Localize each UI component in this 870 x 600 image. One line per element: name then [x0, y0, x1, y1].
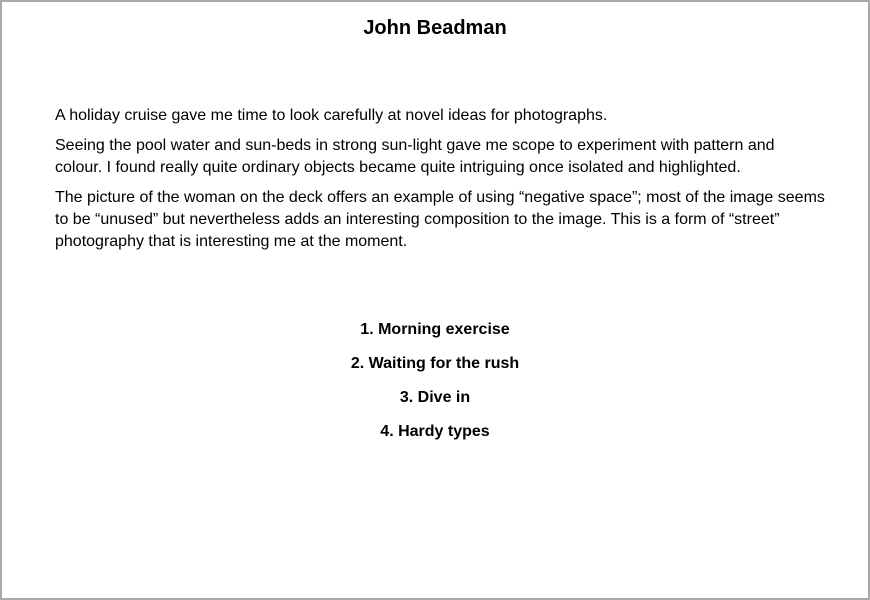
photo-title-item: 3. Dive in [399, 389, 471, 406]
photo-title-item: 2. Waiting for the rush [350, 355, 520, 372]
paragraph-pattern-colour: Seeing the pool water and sun-beds in strong sun-light gave me scope to experiment with pattern and colour. I found really quite ordinary objects became quite intriguing once isolated and highlighted. [55, 137, 775, 176]
description-text [55, 105, 825, 261]
paragraph-negative-space: The picture of the woman on the deck offers an example of using “negative space”; most of the image seems to be “unused” but nevertheless adds an interesting composition to the image. This is a form of “street” photography that is interesting me at the moment. [55, 189, 825, 250]
page-title: John Beadman [363, 17, 507, 39]
photo-title-item: 1. Morning exercise [360, 321, 510, 338]
photo-title-list [2, 319, 868, 455]
paragraph-intro: A holiday cruise gave me time to look carefully at novel ideas for photographs. [55, 107, 608, 124]
photo-title-item: 4. Hardy types [380, 423, 490, 440]
